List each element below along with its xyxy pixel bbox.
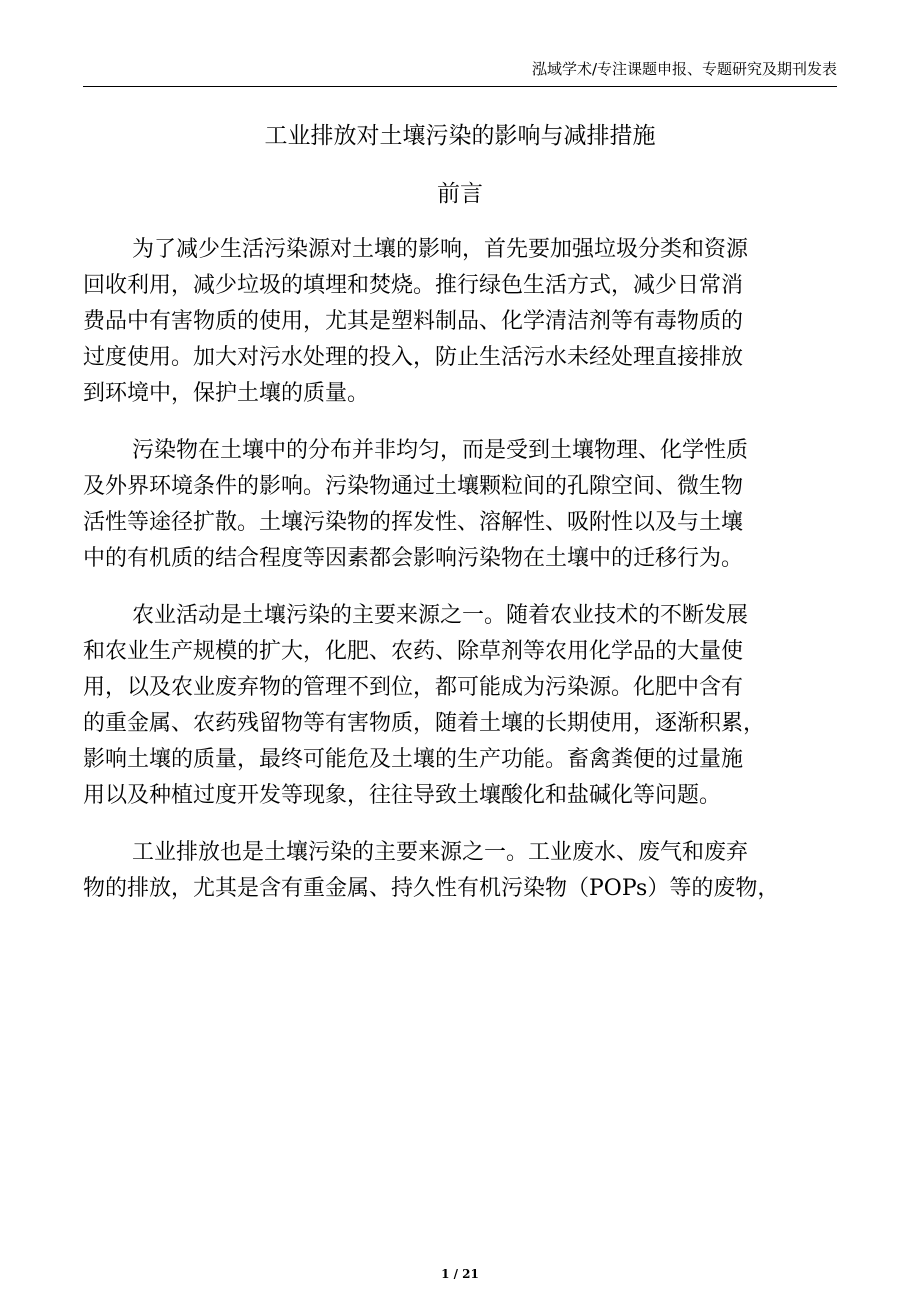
- paragraph-line: 及外界环境条件的影响。污染物通过土壤颗粒间的孔隙空间、微生物: [83, 474, 744, 499]
- section-title: 前言: [437, 181, 483, 207]
- paragraph-line: 污染物在土壤中的分布并非均匀，而是受到土壤物理、化学性质: [132, 438, 749, 463]
- paragraph-line: 活性等途径扩散。土壤污染物的挥发性、溶解性、吸附性以及与土壤: [83, 510, 744, 535]
- paragraph: [83, 598, 828, 814]
- paragraph-line: 中的有机质的结合程度等因素都会影响污染物在土壤中的迁移行为。: [83, 546, 744, 571]
- paragraph: [83, 433, 828, 577]
- paragraph-line: 农业活动是土壤污染的主要来源之一。随着农业技术的不断发展: [132, 603, 749, 628]
- paragraph-line: 过度使用。加大对污水处理的投入，防止生活污水未经处理直接排放: [83, 345, 744, 370]
- paragraph-line: 到环境中，保护土壤的质量。: [83, 381, 370, 406]
- paragraph-line: 费品中有害物质的使用，尤其是塑料制品、化学清洁剂等有毒物质的: [83, 309, 744, 334]
- document-body: [83, 232, 828, 928]
- paragraph-line: 物的排放，尤其是含有重金属、持久性有机污染物（POPs）等的废物，: [83, 876, 780, 901]
- header-divider: [83, 86, 837, 87]
- document-title: 工业排放对土壤污染的影响与减排措施: [264, 123, 656, 149]
- page-number: 1 / 21: [441, 1267, 479, 1281]
- paragraph-line: 影响土壤的质量，最终可能危及土壤的生产功能。畜禽粪便的过量施: [83, 747, 744, 772]
- paragraph-line: 和农业生产规模的扩大，化肥、农药、除草剂等农用化学品的大量使: [83, 639, 744, 664]
- paragraph-line: 的重金属、农药残留物等有害物质，随着土壤的长期使用，逐渐积累，: [83, 711, 766, 736]
- paragraph-line: 为了减少生活污染源对土壤的影响，首先要加强垃圾分类和资源: [132, 237, 749, 262]
- paragraph-line: 工业排放也是土壤污染的主要来源之一。工业废水、废气和废弃: [132, 840, 749, 865]
- paragraph: [83, 232, 828, 412]
- paragraph-line: 用以及种植过度开发等现象，往往导致土壤酸化和盐碱化等问题。: [83, 783, 722, 808]
- header-text: 泓域学术/专注课题申报、专题研究及期刊发表: [531, 60, 837, 78]
- paragraph-line: 用，以及农业废弃物的管理不到位，都可能成为污染源。化肥中含有: [83, 675, 744, 700]
- paragraph-line: 回收利用，减少垃圾的填埋和焚烧。推行绿色生活方式，减少日常消: [83, 273, 744, 298]
- paragraph: [83, 835, 828, 907]
